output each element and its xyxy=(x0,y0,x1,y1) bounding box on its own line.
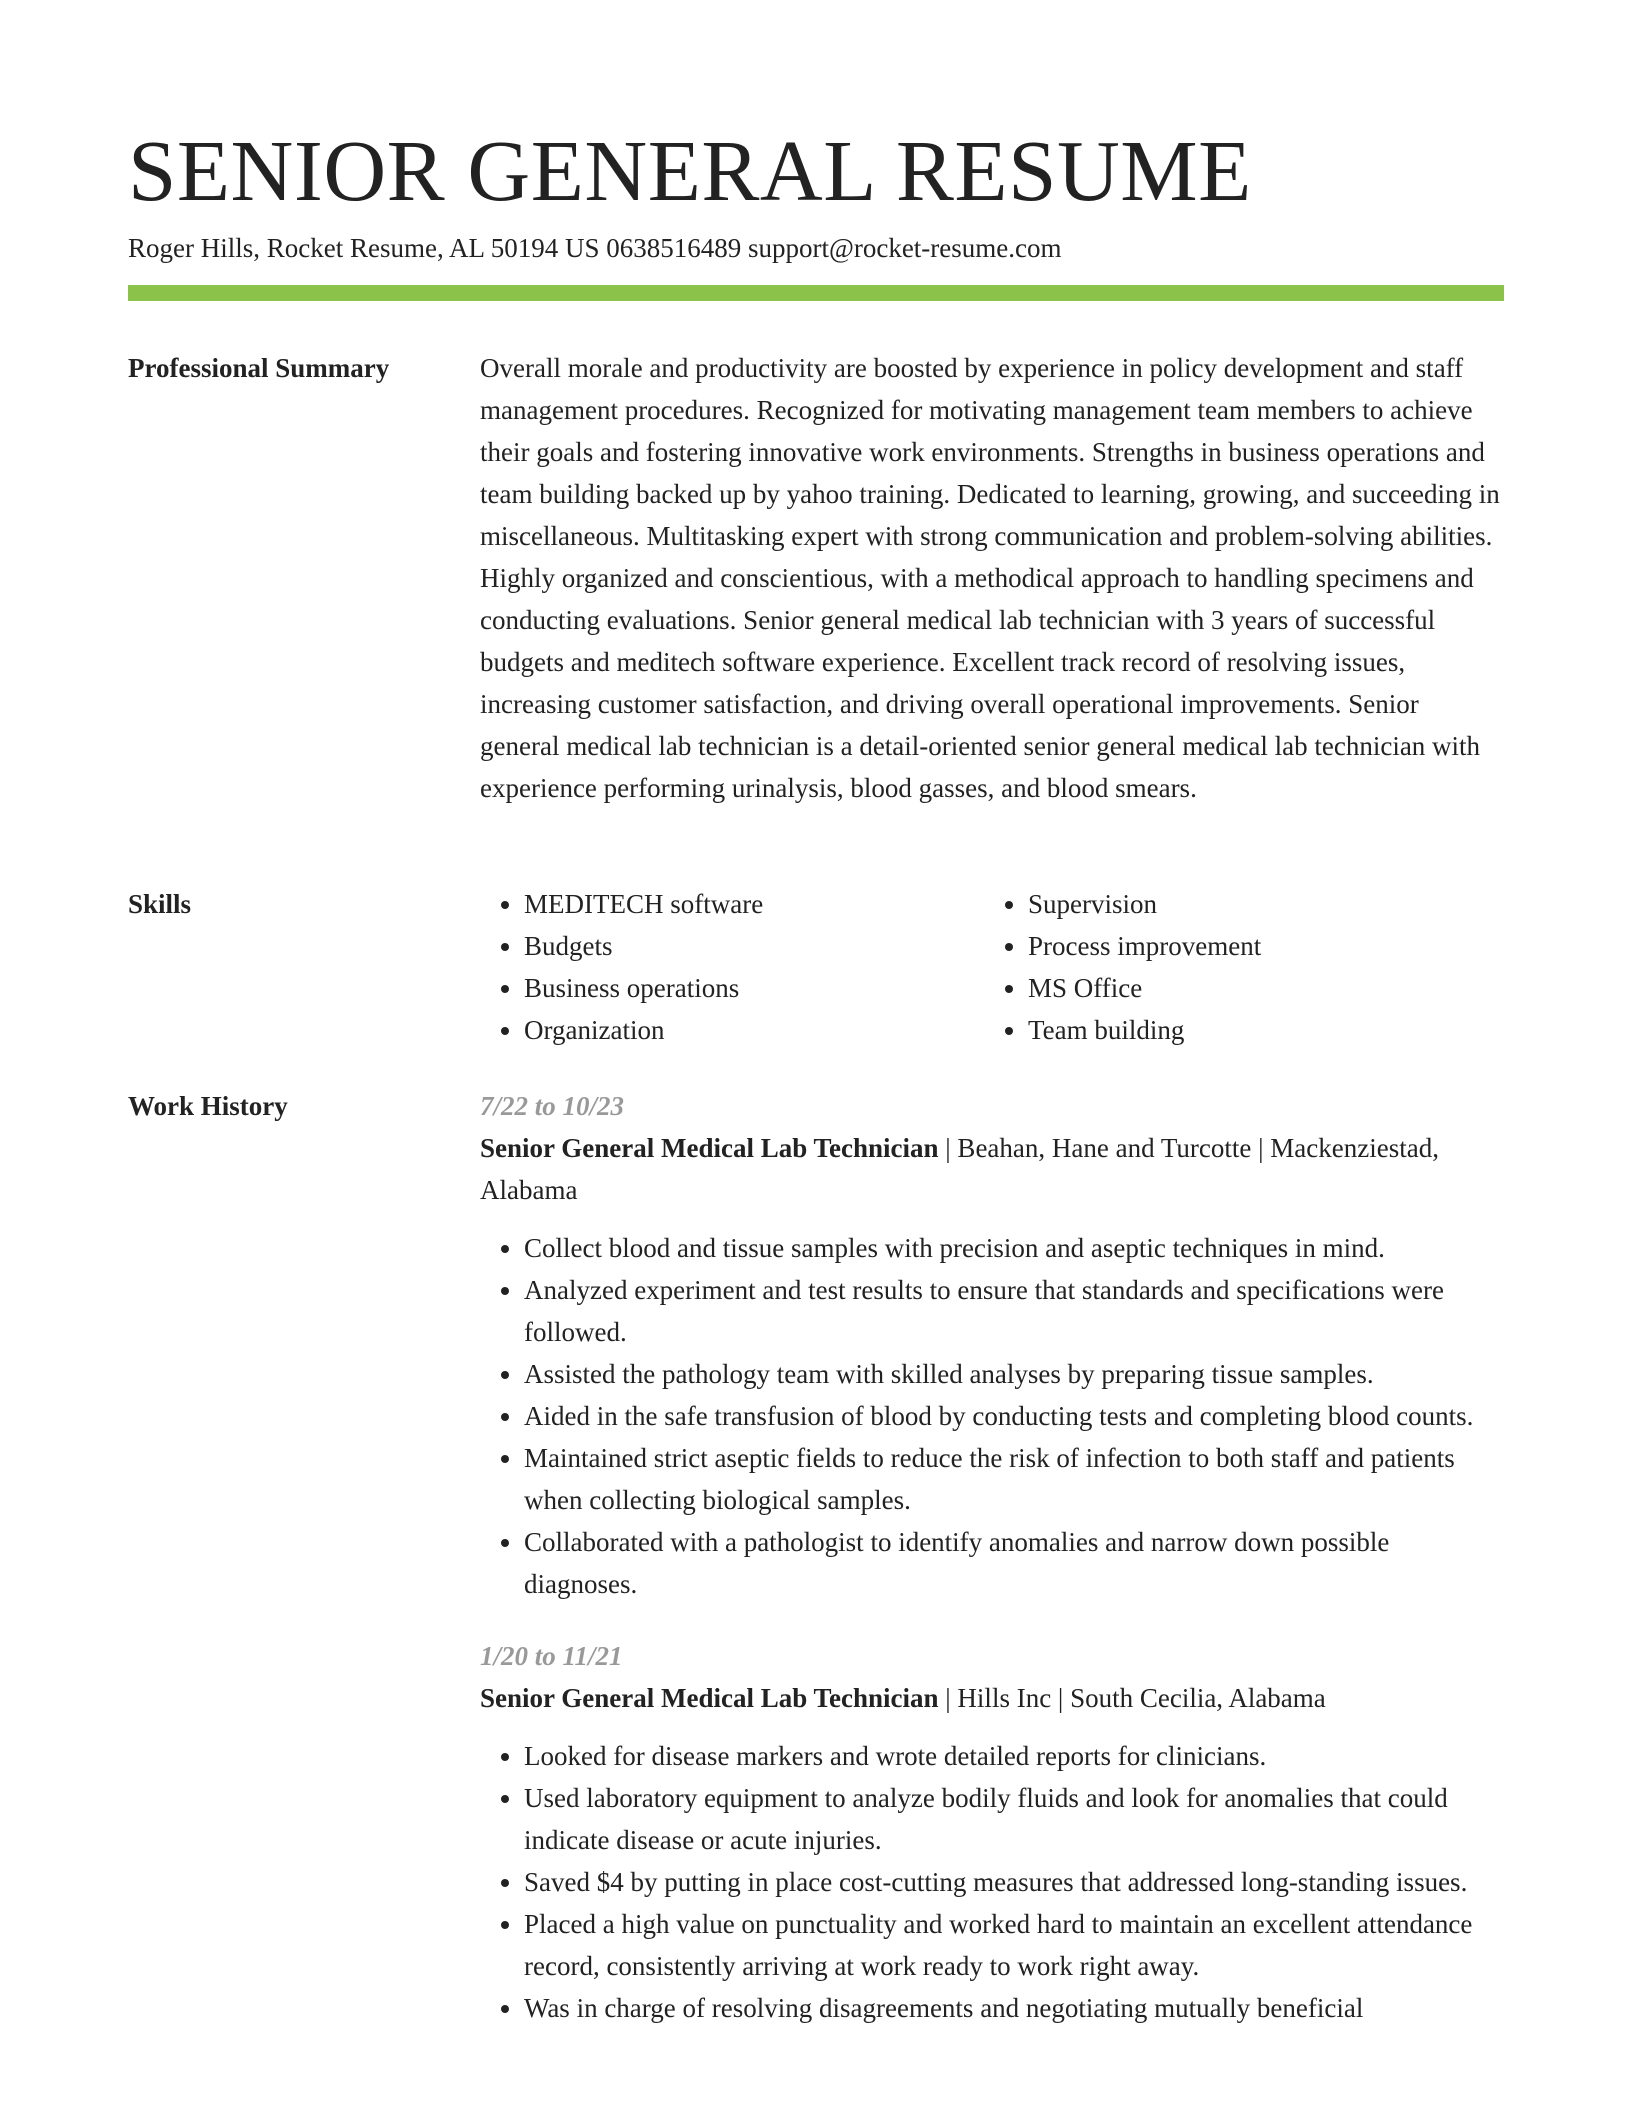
job-entry xyxy=(480,1085,1504,1605)
contact-email: support@rocket-resume.com xyxy=(747,233,1062,263)
skills-grid xyxy=(480,883,1504,1051)
job-title: Senior General Medical Lab Technician xyxy=(480,1133,939,1163)
job-bullet: • Used laboratory equipment to analyze bodily fluids and look for anomalies that could indicate disease or acute injuries. xyxy=(524,1777,1504,1861)
job-bullet: • Collaborated with a pathologist to identify anomalies and narrow down possible diagnoses. xyxy=(524,1521,1504,1605)
job-title-line xyxy=(480,1677,1504,1719)
job-bullet: • Analyzed experiment and test results to ensure that standards and specifications were followed. xyxy=(524,1269,1504,1353)
skill-item: • Process improvement xyxy=(1028,925,1488,967)
skill-item: • MEDITECH software xyxy=(524,883,984,925)
skills-list-right xyxy=(984,883,1488,1051)
skill-item: • Organization xyxy=(524,1009,984,1051)
job-bullet: • Looked for disease markers and wrote detailed reports for clinicians. xyxy=(524,1735,1504,1777)
job-entry xyxy=(480,1635,1504,2029)
job-bullet: • Maintained strict aseptic fields to reduce the risk of infection to both staff and patients when collecting biological samples. xyxy=(524,1437,1504,1521)
job-title: Senior General Medical Lab Technician xyxy=(480,1683,939,1713)
job-date: 7/22 to 10/23 xyxy=(480,1091,625,1121)
skill-item: • Business operations xyxy=(524,967,984,1009)
skill-item: • MS Office xyxy=(1028,967,1488,1009)
skill-item: • Team building xyxy=(1028,1009,1488,1051)
job-bullet: • Assisted the pathology team with skilled analyses by preparing tissue samples. xyxy=(524,1353,1504,1395)
work-history-body xyxy=(480,1085,1504,2029)
job-bullets xyxy=(480,1227,1504,1605)
contact-location: Rocket Resume, AL 50194 US xyxy=(266,233,600,263)
job-employer-location: | Hills Inc | South Cecilia, Alabama xyxy=(938,1683,1326,1713)
section-label-work-history: Work History xyxy=(128,1091,288,1121)
resume-title: SENIOR GENERAL RESUME xyxy=(128,122,1252,219)
job-date: 1/20 to 11/21 xyxy=(480,1641,623,1671)
section-label-skills: Skills xyxy=(128,889,192,919)
job-bullet: • Placed a high value on punctuality and worked hard to maintain an excellent attendance record, consistently arriving at work ready to work right away. xyxy=(524,1903,1504,1987)
header-divider xyxy=(128,285,1504,301)
skills-list-left xyxy=(480,883,984,1051)
job-bullet: • Saved $4 by putting in place cost-cutting measures that addressed long-standing issues. xyxy=(524,1861,1504,1903)
section-label-summary: Professional Summary xyxy=(128,353,390,383)
skill-item: • Budgets xyxy=(524,925,984,967)
contact-person: Roger Hills, xyxy=(128,233,260,263)
skill-item: • Supervision xyxy=(1028,883,1488,925)
summary-text: Overall morale and productivity are boosted by experience in policy development and staff management procedures. Recognized for motivating management team members to achieve their goals and fostering innovative work environments. Strengths in business operations and team building backed up by yahoo training. Dedicated to learning, growing, and succeeding in miscellaneous. Multitasking expert with strong communication and problem-solving abilities. Highly organized and conscientious, with a methodical approach to handling specimens and conducting evaluations. Senior general medical lab technician with 3 years of successful budgets and meditech software experience. Excellent track record of resolving issues, increasing customer satisfaction, and driving overall operational improvements. Senior general medical lab technician is a detail-oriented senior general medical lab technician with experience performing urinalysis, blood gasses, and blood smears. xyxy=(480,353,1500,803)
contact-line xyxy=(128,230,1062,266)
contact-phone: 0638516489 xyxy=(606,233,742,263)
job-title-line xyxy=(480,1127,1504,1211)
job-bullet: • Collect blood and tissue samples with precision and aseptic techniques in mind. xyxy=(524,1227,1504,1269)
skills-body xyxy=(480,883,1504,1051)
job-bullets xyxy=(480,1735,1504,2029)
job-bullet: • Was in charge of resolving disagreements and negotiating mutually beneficial xyxy=(524,1987,1504,2029)
job-bullet: • Aided in the safe transfusion of blood by conducting tests and completing blood counts. xyxy=(524,1395,1504,1437)
job-employer-location: | Beahan, Hane and Turcotte | Mackenziestad, Alabama xyxy=(480,1133,1439,1205)
summary-body xyxy=(480,347,1504,809)
